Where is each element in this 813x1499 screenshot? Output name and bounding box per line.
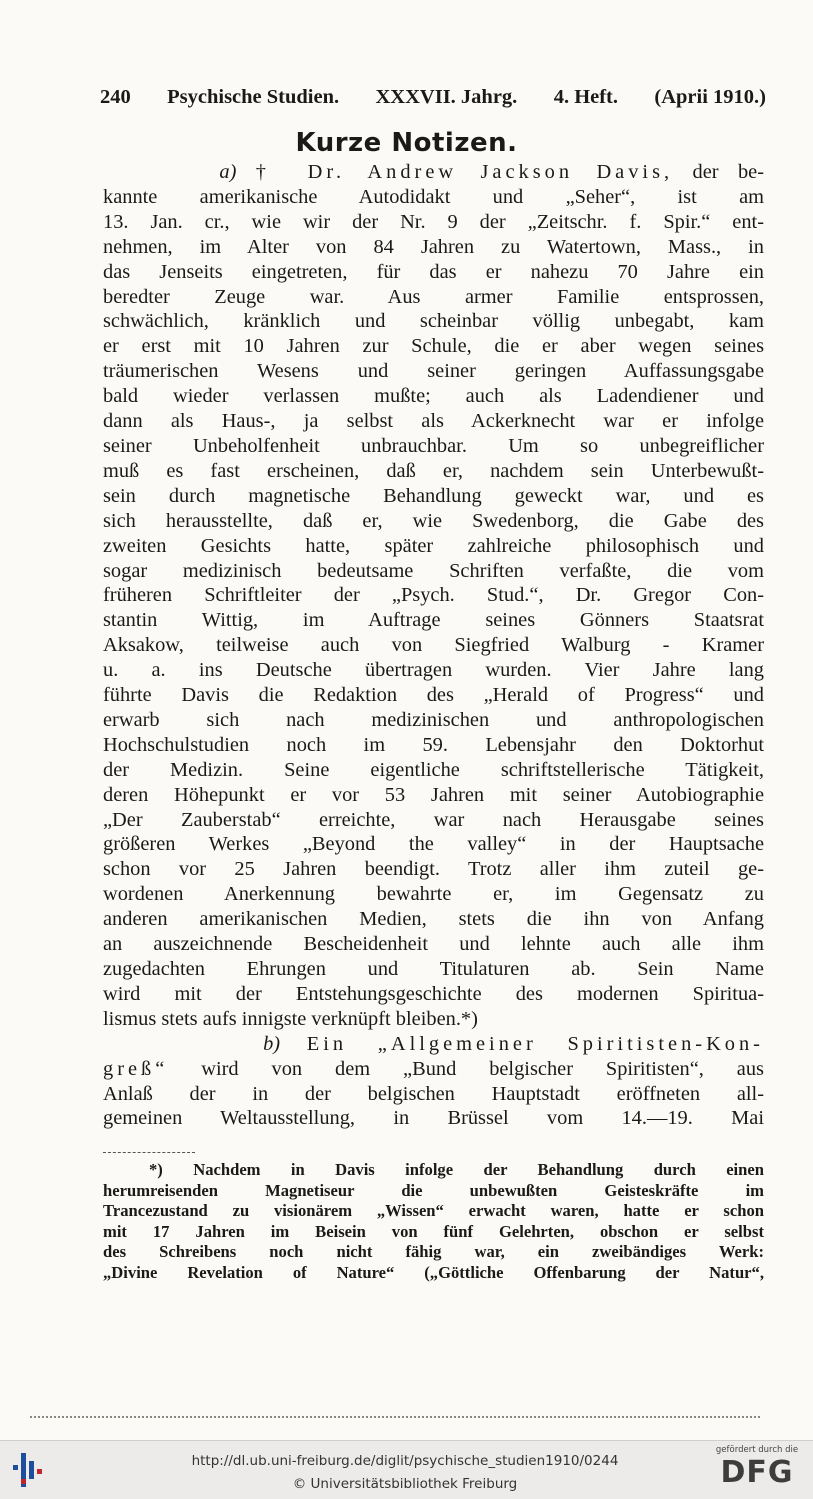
item-b-line: Anlaß der in der belgischen Hauptstadt eröffneten all- bbox=[103, 1082, 764, 1105]
item-b-marker: b) bbox=[263, 1032, 281, 1055]
item-a-line: 13. Jan. cr., wie wir der Nr. 9 der „Zeitschr. f. Spir.“ ent- bbox=[103, 210, 764, 233]
permalink-url[interactable]: http://dl.ub.uni-freiburg.de/diglit/psychische_studien1910/0244 bbox=[191, 1453, 619, 1469]
ub-freiburg-logo-icon[interactable] bbox=[10, 1449, 50, 1491]
item-a-marker: a) bbox=[219, 161, 237, 183]
footnote-line: Trancezustand zu visionärem „Wissen“ erwacht waren, hatte er schon bbox=[103, 1201, 764, 1221]
item-a-lines bbox=[103, 185, 764, 1007]
item-a-line: zugedachten Ehrungen und Titulaturen ab. Sein Name bbox=[103, 958, 764, 980]
item-a-last-line: lismus stets aufs innigste verknüpft bleiben.*) bbox=[103, 1007, 478, 1030]
item-a-line: schwächlich, kränklich und scheinbar völlig unbegabt, kam bbox=[103, 310, 764, 333]
item-a-line: kannte amerikanische Autodidakt und „Seher“, ist am bbox=[103, 185, 764, 208]
dfg-logo[interactable] bbox=[709, 1445, 805, 1497]
item-a-first-line bbox=[103, 160, 764, 185]
viewer-footer bbox=[0, 1440, 813, 1499]
journal-name: Psychische Studien. bbox=[167, 86, 340, 108]
item-a-line: wird mit der Entstehungsgeschichte des modernen Spiritua- bbox=[103, 982, 764, 1005]
item-a-name: † Dr. Andrew Jackson Davis, bbox=[255, 161, 674, 183]
item-b-line: gemeinen Weltausstellung, in Brüssel vom 14.—19. Mai bbox=[103, 1107, 764, 1130]
article-body bbox=[103, 160, 764, 1131]
item-a-paragraph bbox=[103, 160, 764, 1032]
volume: XXXVII. Jahrg. bbox=[375, 86, 518, 108]
item-a-line: beredter Zeuge war. Aus armer Familie entsprossen, bbox=[103, 285, 764, 308]
copyright-notice: © Universitätsbibliothek Freiburg bbox=[292, 1476, 518, 1492]
item-a-line: zweiten Gesichts hatte, später zahlreiche philosophisch und bbox=[103, 534, 764, 557]
item-a-line: stantin Wittig, im Auftrage seines Gönners Staatsrat bbox=[103, 609, 764, 632]
item-a-line: früheren Schriftleiter der „Psych. Stud.“, Dr. Gregor Con- bbox=[103, 584, 764, 607]
item-a-line: nehmen, im Alter von 84 Jahren zu Watertown, Mass., in bbox=[103, 235, 764, 258]
item-a-line: sich herausstellte, daß er, wie Swedenborg, die Gabe des bbox=[103, 509, 764, 532]
footnote-line: *) Nachdem in Davis infolge der Behandlung durch einen bbox=[149, 1160, 764, 1179]
item-a-line: deren Höhepunkt er vor 53 Jahren mit seiner Autobiographie bbox=[103, 783, 764, 806]
item-b-lines bbox=[103, 1082, 764, 1132]
item-a-line: das Jenseits eingetreten, für das er nahezu 70 Jahre ein bbox=[103, 260, 764, 283]
item-a-line: führte Davis die Redaktion des „Herald of Progress“ und bbox=[103, 684, 764, 707]
item-a-line: größeren Werkes „Beyond the valley“ in der Hauptsache bbox=[103, 833, 764, 856]
item-a-first-line-rest: der be- bbox=[692, 161, 764, 183]
dfg-caption: gefördert durch die bbox=[715, 1445, 799, 1455]
footnote-line: herumreisenden Magnetiseur die unbewußten Geisteskräfte im bbox=[103, 1180, 764, 1200]
item-a-line: der Medizin. Seine eigentliche schriftstellerische Tätigkeit, bbox=[103, 758, 764, 781]
item-b-spaced-title: Ein „Allgemeiner Spiritisten-Kon- bbox=[306, 1032, 764, 1055]
item-a-line: Hochschulstudien noch im 59. Lebensjahr den Doktorhut bbox=[103, 733, 764, 756]
item-a-line: er erst mit 10 Jahren zur Schule, die er aber wegen seines bbox=[103, 335, 764, 358]
item-a-line: anderen amerikanischen Medien, stets die ihn von Anfang bbox=[103, 908, 764, 931]
item-a-line: sein durch magnetische Behandlung geweckt war, und es bbox=[103, 484, 764, 507]
item-b-paragraph bbox=[103, 1032, 764, 1132]
item-a-line: u. a. ins Deutsche übertragen wurden. Vier Jahre lang bbox=[103, 659, 764, 682]
footnote-rule bbox=[103, 1152, 195, 1153]
item-a-line: träumerischen Wesens und seiner geringen Auffassungsgabe bbox=[103, 360, 764, 383]
section-title: Kurze Notizen. bbox=[295, 128, 518, 158]
page-number: 240 bbox=[100, 86, 131, 108]
footnote-line: mit 17 Jahren im Beisein von fünf Gelehrten, obschon er selbst bbox=[103, 1221, 764, 1241]
scan-edge-artifact bbox=[30, 1416, 760, 1424]
issue-date: (Aprii 1910.) bbox=[654, 86, 766, 108]
running-header bbox=[100, 86, 766, 116]
item-a-line: erwarb sich nach medizinischen und anthropologischen bbox=[103, 708, 764, 731]
item-b-first-line bbox=[103, 1032, 764, 1057]
footnote bbox=[103, 1160, 764, 1284]
item-b-spaced-title-end: greß“ bbox=[103, 1057, 169, 1080]
item-a-line: schon vor 25 Jahren beendigt. Trotz aller ihm zuteil ge- bbox=[103, 858, 764, 881]
item-b-second-line bbox=[103, 1057, 764, 1082]
item-a-line: seiner Unbeholfenheit unbrauchbar. Um so unbegreiflicher bbox=[103, 434, 764, 457]
item-a-line: wordenen Anerkennung bewahrte er, im Gegensatz zu bbox=[103, 883, 764, 906]
item-a-line: muß es fast erscheinen, daß er, nachdem sein Unterbewußt- bbox=[103, 459, 764, 482]
item-a-line: bald wieder verlassen mußte; auch als Ladendiener und bbox=[103, 385, 764, 408]
item-a-line: „Der Zauberstab“ erreichte, war nach Herausgabe seines bbox=[103, 808, 764, 831]
item-a-line: an auszeichnende Bescheidenheit und lehnte auch alle ihm bbox=[103, 933, 764, 956]
issue: 4. Heft. bbox=[553, 86, 619, 108]
dfg-wordmark: DFG bbox=[720, 1455, 794, 1490]
footnote-line: des Schreibens noch nicht fähig war, ein zweibändiges Werk: bbox=[103, 1242, 764, 1262]
item-a-line: Aksakow, teilweise auch von Siegfried Walburg - Kramer bbox=[103, 634, 764, 657]
item-a-line: sogar medizinisch bedeutsame Schriften verfaßte, die vom bbox=[103, 559, 764, 582]
item-a-line: dann als Haus-, ja selbst als Ackerknecht war er infolge bbox=[103, 410, 764, 433]
item-b-second-line-rest: wird von dem „Bund belgischer Spiritisten“, aus bbox=[201, 1057, 764, 1080]
footnote-line: „Divine Revelation of Nature“ („Göttliche Offenbarung der Natur“, bbox=[103, 1262, 764, 1282]
